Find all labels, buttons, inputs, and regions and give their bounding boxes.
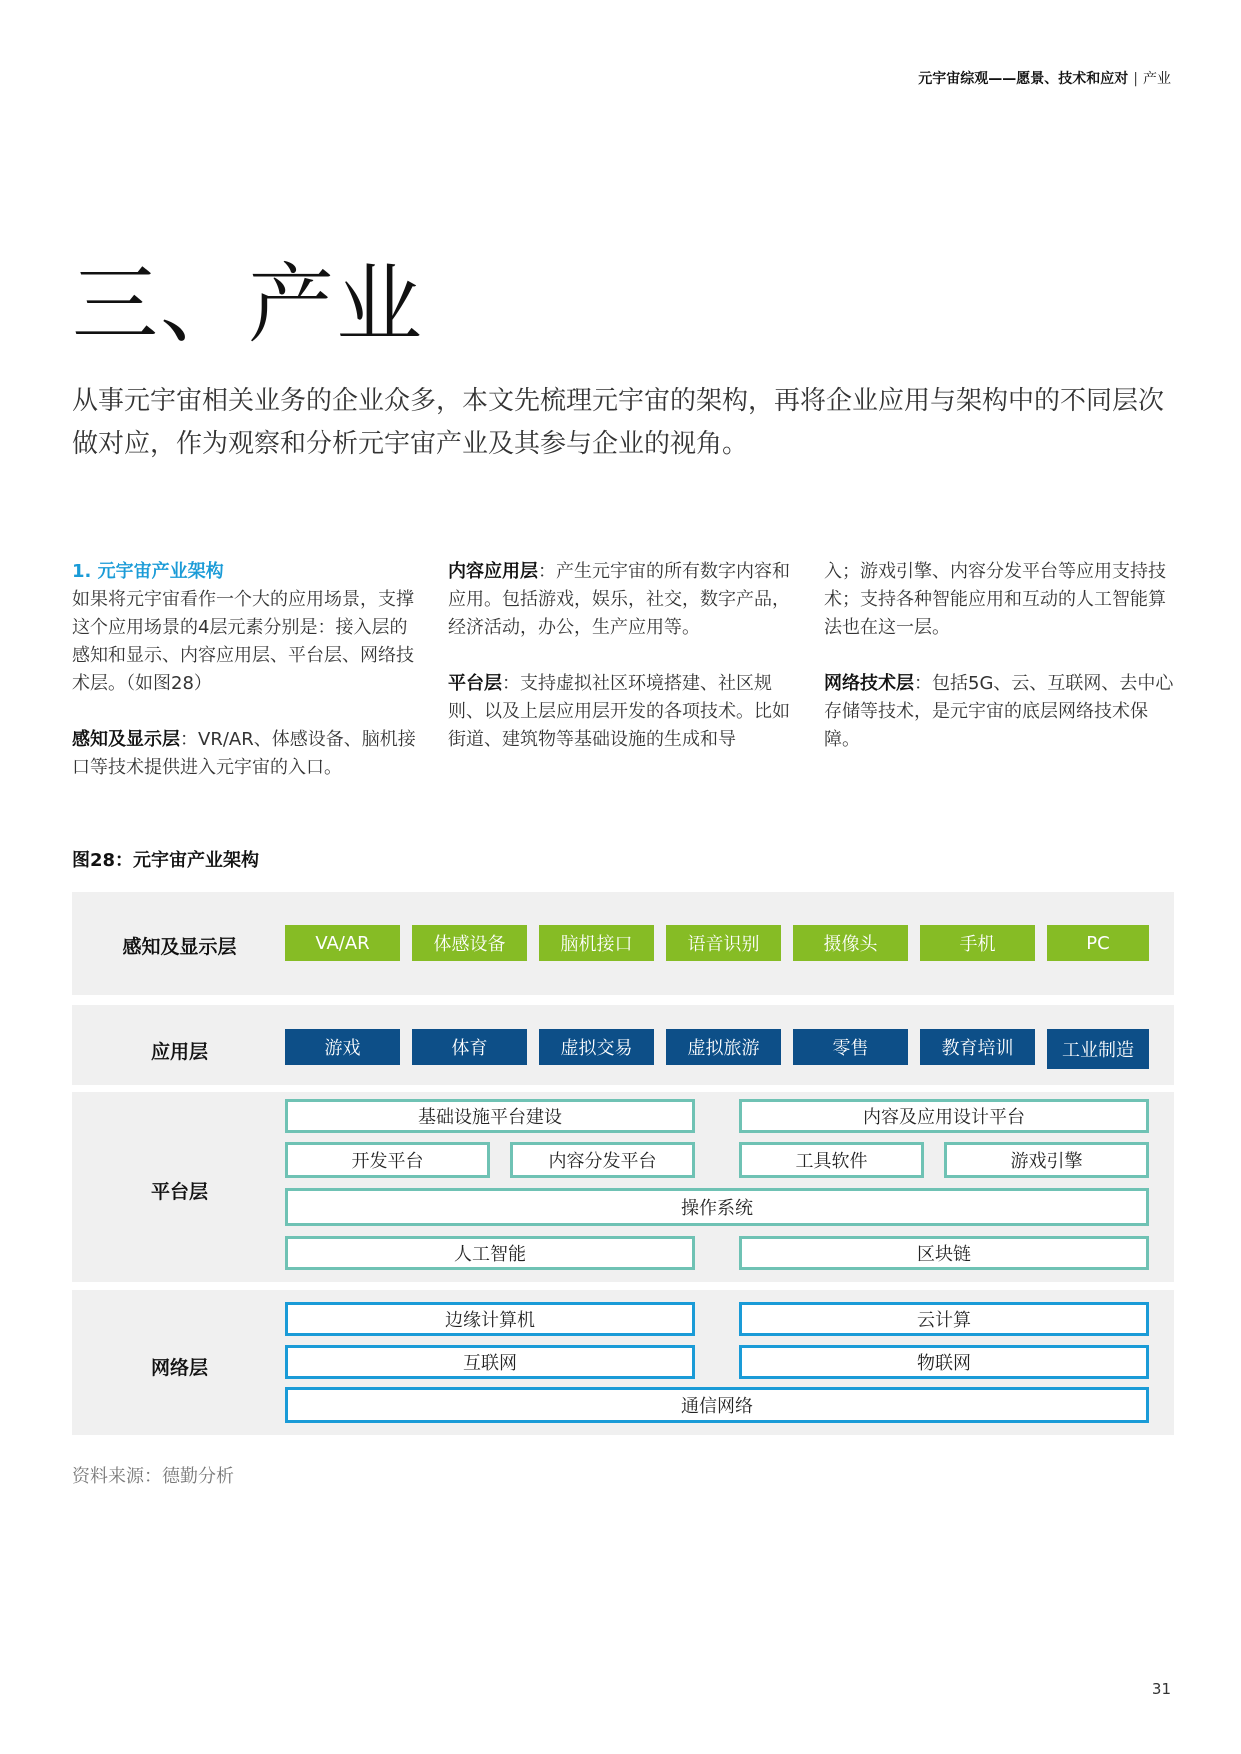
- sensing-item-motion-device: 体感设备: [412, 925, 527, 961]
- app-item-retail: 零售: [793, 1029, 908, 1065]
- column1-para1: [72, 558, 422, 698]
- platform-item-dev-platform: 开发平台: [285, 1142, 490, 1178]
- column3-para2: [824, 670, 1174, 754]
- column3-para2-text: ：包括5G、云、互联网、去中心存储等技术，是元宇宙的底层网络技术保障。: [824, 673, 1174, 750]
- subsection-heading: 1. 元宇宙产业架构: [72, 561, 224, 582]
- running-header-divider: |: [1133, 71, 1138, 87]
- running-header-section: 产业: [1143, 71, 1171, 87]
- term-sensing-layer: 感知及显示层: [72, 729, 180, 750]
- layer-platform: [72, 1092, 1174, 1282]
- sensing-item-speech-recognition: 语音识别: [666, 925, 781, 961]
- network-item-iot: 物联网: [739, 1345, 1149, 1379]
- text-column-1: [72, 558, 422, 782]
- layer-label-sensing: 感知及显示层: [122, 936, 237, 958]
- app-item-education: 教育培训: [920, 1029, 1035, 1065]
- sensing-item-pc: PC: [1047, 925, 1149, 961]
- layer-label-platform: 平台层: [150, 1181, 208, 1203]
- chapter-intro: 从事元宇宙相关业务的企业众多，本文先梳理元宇宙的架构，再将企业应用与架构中的不同层次做对应，作为观察和分析元宇宙产业及其参与企业的视角。: [72, 386, 1165, 459]
- layer-network: [72, 1290, 1174, 1435]
- column1-para2-text: ：VR/AR、体感设备、脑机接口等技术提供进入元宇宙的入口。: [72, 729, 416, 778]
- column2-para2-text: ：支持虚拟社区环境搭建、社区规则、以及上层应用层开发的各项技术。比如街道、建筑物等基础设施的生成和导: [448, 673, 790, 750]
- term-network-layer: 网络技术层: [824, 673, 914, 694]
- app-item-sports: 体育: [412, 1029, 527, 1065]
- text-column-3: [824, 558, 1174, 754]
- platform-item-ai: 人工智能: [285, 1236, 695, 1270]
- running-header-title: 元宇宙综观——愿景、技术和应对: [918, 71, 1129, 87]
- running-header: [918, 68, 1171, 88]
- column3-para1: 入；游戏引擎、内容分发平台等应用支持技术；支持各种智能应用和互动的人工智能算法也在这一层。: [824, 561, 1166, 638]
- term-content-layer: 内容应用层: [448, 561, 538, 582]
- column2-para1-text: ：产生元宇宙的所有数字内容和应用。包括游戏，娱乐，社交，数字产品，经济活动，办公，生产应用等。: [448, 561, 790, 638]
- figure-source: 资料来源：德勤分析: [72, 1466, 234, 1487]
- platform-item-game-engine: 游戏引擎: [944, 1142, 1149, 1178]
- app-item-games: 游戏: [285, 1029, 400, 1065]
- term-platform-layer: 平台层: [448, 673, 502, 694]
- platform-item-operating-system: 操作系统: [285, 1188, 1149, 1226]
- network-item-communication-network: 通信网络: [285, 1387, 1149, 1423]
- figure-title: 图28：元宇宙产业架构: [72, 850, 260, 871]
- sensing-item-bci: 脑机接口: [539, 925, 654, 961]
- sensing-item-phone: 手机: [920, 925, 1035, 961]
- column1-para1-text: 如果将元宇宙看作一个大的应用场景，支撑这个应用场景的4层元素分别是：接入层的感知和显示、内容应用层、平台层、网络技术层。（如图28）: [72, 589, 414, 694]
- platform-item-blockchain: 区块链: [739, 1236, 1149, 1270]
- network-item-internet: 互联网: [285, 1345, 695, 1379]
- app-item-virtual-travel: 虚拟旅游: [666, 1029, 781, 1065]
- platform-item-infrastructure: 基础设施平台建设: [285, 1099, 695, 1133]
- sensing-item-vr-ar: VA/AR: [285, 925, 400, 961]
- column2-para1: [448, 558, 798, 642]
- platform-item-content-design: 内容及应用设计平台: [739, 1099, 1149, 1133]
- layer-label-network: 网络层: [150, 1357, 208, 1379]
- platform-item-content-distribution: 内容分发平台: [510, 1142, 695, 1178]
- column2-para2: [448, 670, 798, 754]
- sensing-item-camera: 摄像头: [793, 925, 908, 961]
- platform-item-tool-software: 工具软件: [739, 1142, 924, 1178]
- page-number: 31: [1151, 1680, 1171, 1698]
- app-item-virtual-trading: 虚拟交易: [539, 1029, 654, 1065]
- text-column-2: [448, 558, 798, 754]
- layer-label-application: 应用层: [150, 1041, 208, 1063]
- layer-application: [72, 1005, 1174, 1085]
- app-item-manufacturing: 工业制造: [1047, 1029, 1149, 1069]
- layer-sensing: [72, 892, 1174, 995]
- network-item-edge-computing: 边缘计算机: [285, 1302, 695, 1336]
- column1-para2: [72, 726, 422, 782]
- network-item-cloud-computing: 云计算: [739, 1302, 1149, 1336]
- chapter-title: 三、产业: [72, 255, 424, 355]
